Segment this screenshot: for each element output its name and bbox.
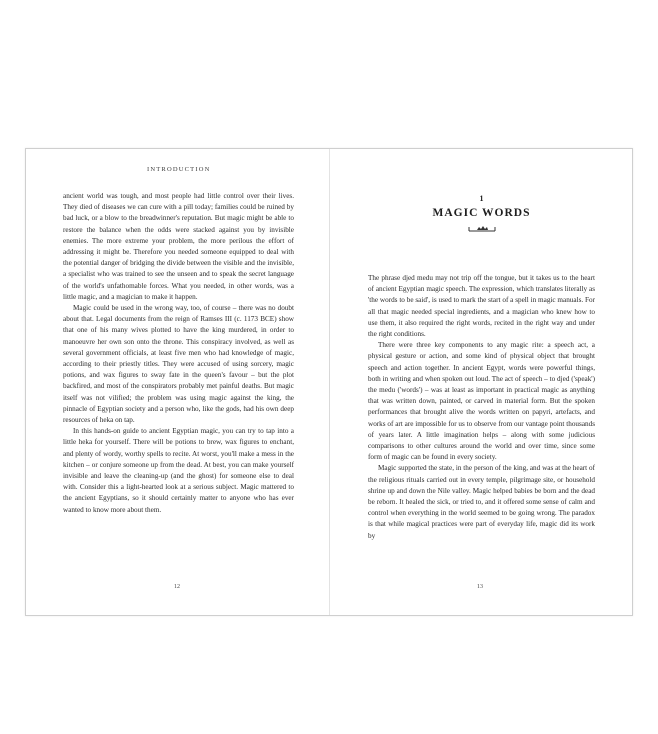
running-head: INTRODUCTION: [147, 166, 211, 173]
left-paragraph-2: Magic could be used in the wrong way, too, of course – there was no doubt about that. Legal documents from the reign of Ramses III (c. 1173 BCE) show that one of his many wives plotted to have the king murdered, in order to manoeuvre her own son onto the throne. This conspiracy involved, as well as several government officials, at least five men who had knowledge of magic, according to their priestly titles. They were accused of using sorcery, magic potions, and wax figures to sway fate in the queen's favour – but the plot backfired, and most of the conspirators probably met painful deaths. But magic itself was not vilified; the problem was using magic against the king, the pinnacle of Egyptian society and a person who, like the gods, had his own deep resources of heka on tap.: [63, 304, 294, 425]
chapter-ornament-icon: [468, 222, 496, 232]
right-paragraph-1: The phrase djed medu may not trip off the tongue, but it takes us to the heart of ancient Egyptian magic speech. The expression, which translates literally as 'the words to be said', is used to mark the start of a spell in magic manuals. For all that magic needed special ingredients, and a magician who knew how to use them, it also required the right words, recited in the right way and under the right conditions.: [368, 274, 595, 339]
right-paragraph-2: There were three key components to any magic rite: a speech act, a physical gesture or action, and some kind of physical object that brought speech and action together. In ancient Egypt, words were powerful things, both in writing and when spoken out loud. The act of speech – to djed ('speak') the medu ('words') – was at least as important in practical magic as anything that was written down, painted, or carved in material form. But the spoken performances that brought alive the words written on papyri, artefacts, and works of art are impossible for us to observe from our vantage point thousands of years later. A little imagination helps – along with some judicious comparisons to other cultures around the world and over time, since some form of magic can be found in every society.: [368, 341, 595, 462]
left-paragraph-3: In this hands-on guide to ancient Egyptian magic, you can try to tap into a little heka for yourself. There will be potions to brew, wax figures to enchant, and plenty of wordy, worthy spells to recite. At worst, you'll make a mess in the kitchen – or conjure someone up from the dead. At best, you can make yourself invisible and leave the cleaning-up (and the ghost) for someone else to deal with. Consider this a light-hearted look at a serious subject. Magic mattered to the ancient Egyptians, so it should certainly matter to anyone who has ever wanted to know more about them.: [63, 427, 294, 514]
left-page-number: 12: [174, 584, 180, 590]
right-page-number: 13: [477, 584, 483, 590]
book-gutter: [329, 149, 330, 615]
chapter-number: 1: [479, 194, 484, 203]
left-page-body: [63, 191, 294, 516]
chapter-title: MAGIC WORDS: [432, 207, 531, 219]
right-page-body: [368, 273, 595, 542]
left-paragraph-1: ancient world was tough, and most people had little control over their lives. They died of diseases we can cure with a pill today; families could be ruined by bad luck, or a blow to the breadwinner's reputation. But magic might be able to restore the balance when the odds were stacked against you by invisible enemies. The more extreme your problem, the more perilous the effort of addressing it might be. Therefore you needed someone equipped to deal with the potential danger of bridging the divide between the visible and the invisible, a specialist who was trained to see the unseen and to speak the secret language of the world's unfathomable forces. What you needed, in other words, was a little magic, and a magician to make it happen.: [63, 192, 294, 301]
right-paragraph-3: Magic supported the state, in the person of the king, and was at the heart of the religious rituals carried out in every temple, pilgrimage site, or household shrine up and down the Nile valley. Magic helped babies be born and the dead be reborn. It healed the sick, or tried to, and it offered some sense of calm and control when everything in the world seemed to be going wrong. The paradox is that while magical practices were part of everyday life, magic did its work by: [368, 464, 595, 540]
